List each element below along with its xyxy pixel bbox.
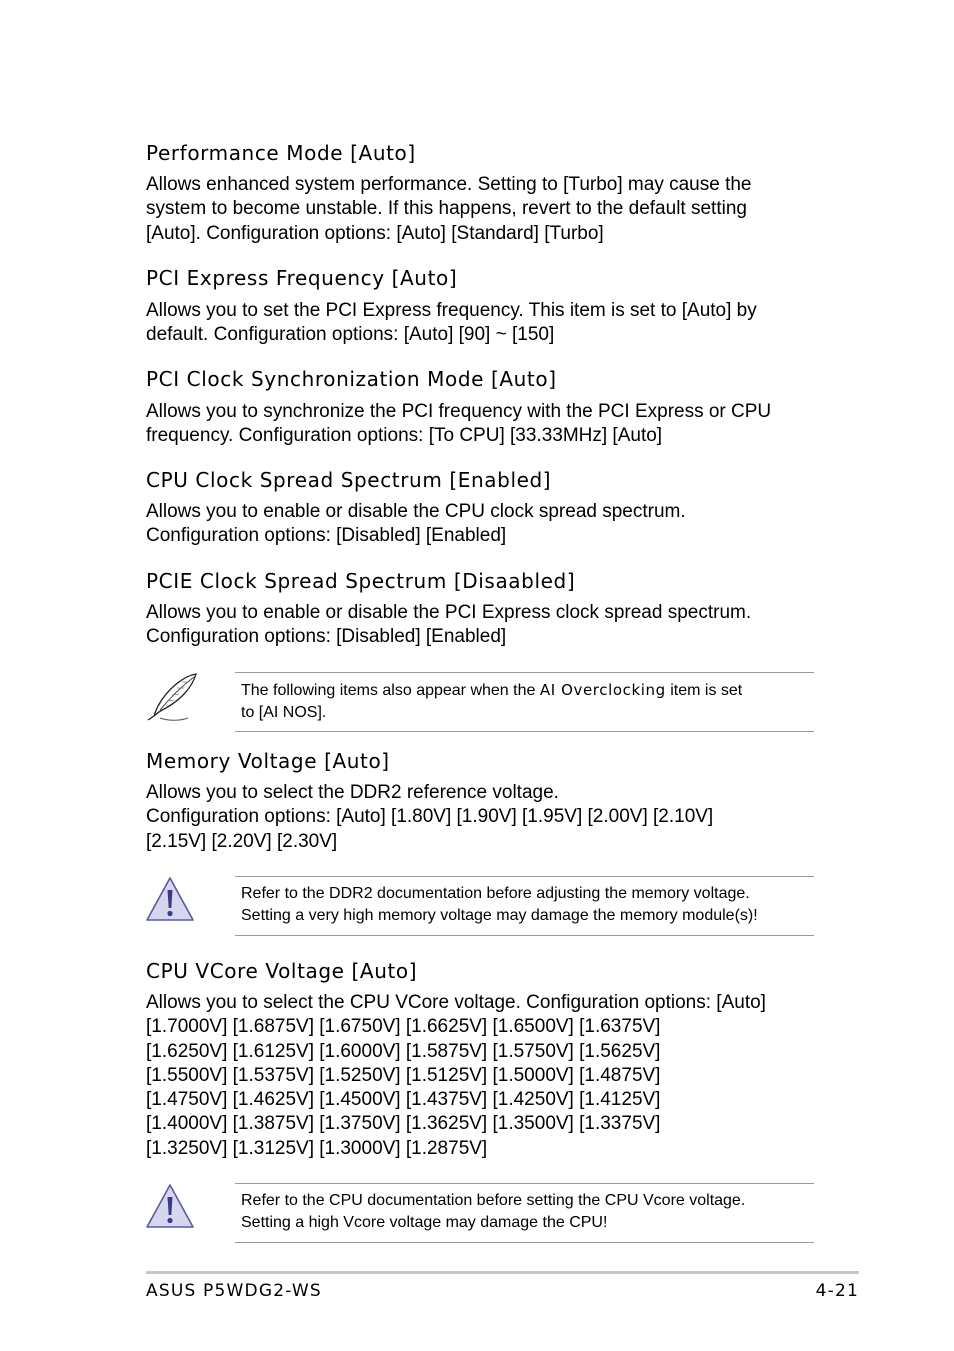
footer-product-name: ASUS P5WDG2-WS [146,1281,322,1301]
ai-overclocking-emphasis: AI Overclocking [539,681,666,699]
memory-voltage-heading: Memory Voltage [Auto] [146,749,390,773]
memory-voltage-warning-text: Refer to the DDR2 documentation before adjusting the memory voltage. Setting a very high memory voltage may damage the memory module(s)! [241,885,758,924]
ai-overclocking-note [235,672,814,732]
pcie-clock-spread-heading: PCIE Clock Spread Spectrum [Disaabled] [146,569,576,593]
note-text-part: item is set to [AI NOS]. [241,682,743,721]
ai-overclocking-note-text [241,679,742,724]
memory-voltage-warning [235,876,814,936]
cpu-vcore-voltage-heading: CPU VCore Voltage [Auto] [146,959,418,983]
performance-mode-description: Allows enhanced system performance. Setting to [Turbo] may cause the system to become unstable. If this happens, revert to the default setting [Auto]. Configuration options: [Auto] [Standard] [Turbo] [146,174,752,244]
cpu-clock-spread-heading: CPU Clock Spread Spectrum [Enabled] [146,468,552,492]
note-text-part: The following items also appear when the [241,682,540,699]
cpu-vcore-warning [235,1183,814,1243]
pen-icon [146,670,200,724]
footer-divider [146,1271,859,1274]
footer-page-number: 4-21 [815,1281,859,1301]
pci-express-frequency-heading: PCI Express Frequency [Auto] [146,266,458,290]
pci-express-frequency-description: Allows you to set the PCI Express frequency. This item is set to [Auto] by default. Configuration options: [Auto] [90] ~ [150] [146,300,757,346]
warning-icon [144,1181,196,1231]
cpu-vcore-warning-text: Refer to the CPU documentation before setting the CPU Vcore voltage. Setting a high Vcore voltage may damage the CPU! [241,1192,746,1231]
warning-icon [144,874,196,924]
cpu-vcore-voltage-description: Allows you to select the CPU VCore voltage. Configuration options: [Auto] [1.7000V] [1.6875V] [1.6750V] [1.6625V] [1.6500V] [1.6375V] [1.6250V] [1.6125V] [1.6000V] [1.5875V] [1.5750V] [1.5625V] [1.5500V] [1.5375V] [1.5250V] [1.5125V] [1.5000V] [1.4875V] [1.4750V] [1.4625V] [1.4500V] [1.4375V] [1.4250V] [1.4125V] [1.4000V] [1.3875V] [1.3750V] [1.3625V] [1.3500V] [1.3375V] [1.3250V] [1.3125V] [1.3000V] [1.2875V] [146,992,766,1159]
memory-voltage-description: Allows you to select the DDR2 reference voltage. Configuration options: [Auto] [1.80V] [1.90V] [1.95V] [2.00V] [2.10V] [2.15V] [2.20V] [2.30V] [146,782,714,852]
pci-clock-sync-description: Allows you to synchronize the PCI frequency with the PCI Express or CPU frequency. Configuration options: [To CPU] [33.33MHz] [Auto] [146,401,772,447]
pcie-clock-spread-description: Allows you to enable or disable the PCI Express clock spread spectrum. Configuration options: [Disabled] [Enabled] [146,602,752,648]
cpu-clock-spread-description: Allows you to enable or disable the CPU clock spread spectrum. Configuration options: [Disabled] [Enabled] [146,501,686,547]
pci-clock-sync-heading: PCI Clock Synchronization Mode [Auto] [146,367,557,391]
performance-mode-heading: Performance Mode [Auto] [146,141,416,165]
